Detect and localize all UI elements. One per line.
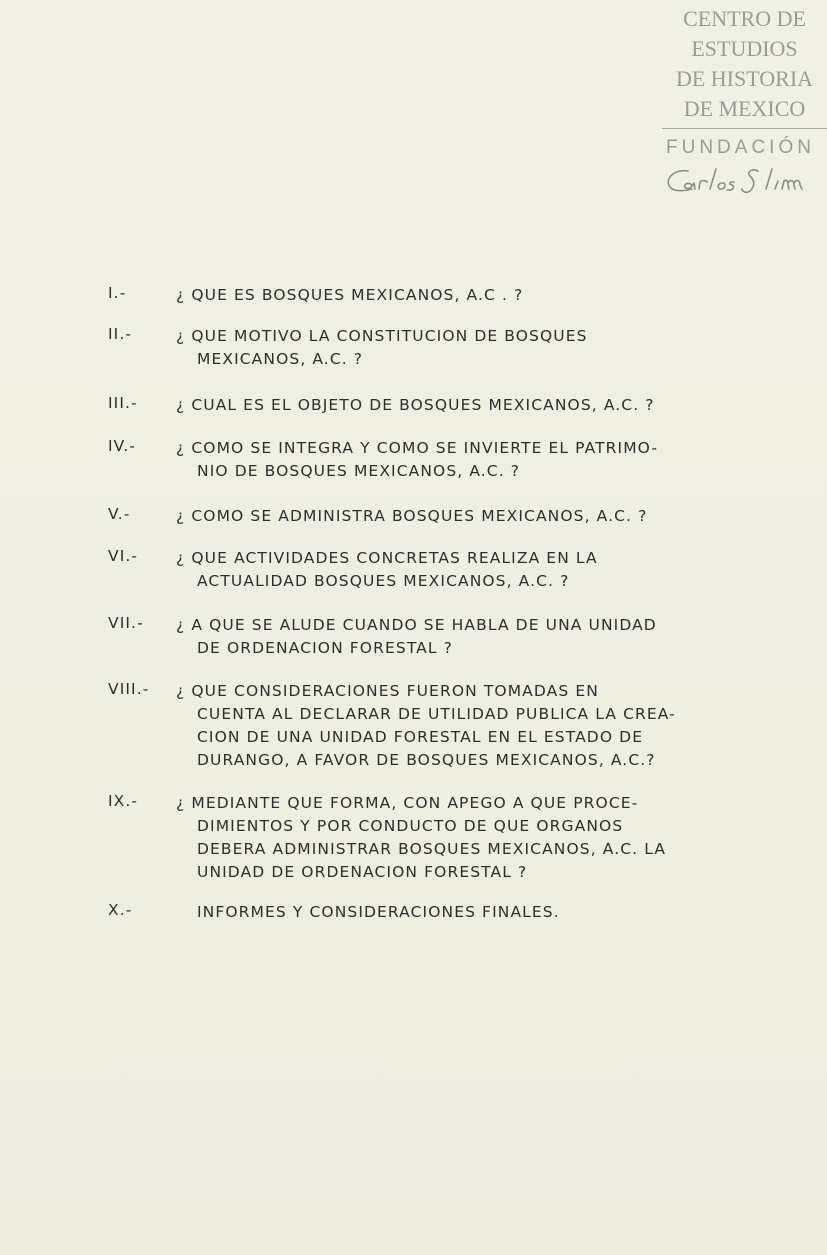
question-line: CION DE UNA UNIDAD FORESTAL EN EL ESTADO DE [197, 728, 644, 746]
question-line: ¿ QUE ES BOSQUES MEXICANOS, A.C . ? [176, 286, 524, 304]
question-line: ¿ QUE ACTIVIDADES CONCRETAS REALIZA EN LA [176, 549, 598, 567]
item-question [176, 437, 756, 483]
item-question [176, 792, 756, 884]
question-line: DURANGO, A FAVOR DE BOSQUES MEXICANOS, A.C.? [197, 751, 656, 769]
question-line: ¿ COMO SE INTEGRA Y COMO SE INVIERTE EL PATRIMO- [176, 439, 659, 457]
question-line: ACTUALIDAD BOSQUES MEXICANOS, A.C. ? [197, 572, 570, 590]
item-number: VI.- [108, 547, 139, 565]
item-number: IX.- [108, 792, 139, 810]
stamp-line: ESTUDIOS [691, 36, 798, 61]
item-question [176, 284, 756, 307]
question-line: ¿ CUAL ES EL OBJETO DE BOSQUES MEXICANOS, A.C. ? [176, 396, 655, 414]
item-number: I.- [108, 284, 127, 302]
stamp-line: DE HISTORIA [675, 66, 814, 91]
item-number: VII.- [108, 614, 144, 632]
question-line: UNIDAD DE ORDENACION FORESTAL ? [197, 863, 528, 881]
question-line: CUENTA AL DECLARAR DE UTILIDAD PUBLICA LA CREA- [197, 705, 676, 723]
question-line: ¿ COMO SE ADMINISTRA BOSQUES MEXICANOS, A.C. ? [176, 507, 648, 525]
item-number: VIII.- [108, 680, 150, 698]
question-line: INFORMES Y CONSIDERACIONES FINALES. [197, 903, 560, 921]
item-number: IV.- [108, 437, 137, 455]
item-number: V.- [108, 505, 131, 523]
question-line: NIO DE BOSQUES MEXICANOS, A.C. ? [197, 462, 521, 480]
question-line: DEBERA ADMINISTRAR BOSQUES MEXICANOS, A.C. LA [197, 840, 667, 858]
question-line: ¿ MEDIANTE QUE FORMA, CON APEGO A QUE PROCE- [176, 794, 639, 812]
question-line: DIMIENTOS Y POR CONDUCTO DE QUE ORGANOS [197, 817, 624, 835]
question-line: DE ORDENACION FORESTAL ? [197, 639, 453, 657]
item-question [176, 505, 756, 528]
item-question [176, 901, 756, 924]
item-question [176, 614, 756, 660]
item-question [176, 325, 756, 371]
question-line: MEXICANOS, A.C. ? [197, 350, 364, 368]
item-number: II.- [108, 325, 133, 343]
item-question [176, 680, 756, 772]
question-line: ¿ QUE MOTIVO LA CONSTITUCION DE BOSQUES [176, 327, 588, 345]
item-question [176, 394, 756, 417]
stamp-line: CENTRO DE [683, 6, 806, 31]
stamp-fundacion: FUNDACIÓN [666, 137, 815, 158]
item-number: III.- [108, 394, 138, 412]
question-line: ¿ A QUE SE ALUDE CUANDO SE HABLA DE UNA UNIDAD [176, 616, 657, 634]
item-question [176, 547, 756, 593]
item-number: X.- [108, 901, 133, 919]
question-line: ¿ QUE CONSIDERACIONES FUERON TOMADAS EN [176, 682, 599, 700]
stamp-line: DE MEXICO [683, 96, 806, 121]
